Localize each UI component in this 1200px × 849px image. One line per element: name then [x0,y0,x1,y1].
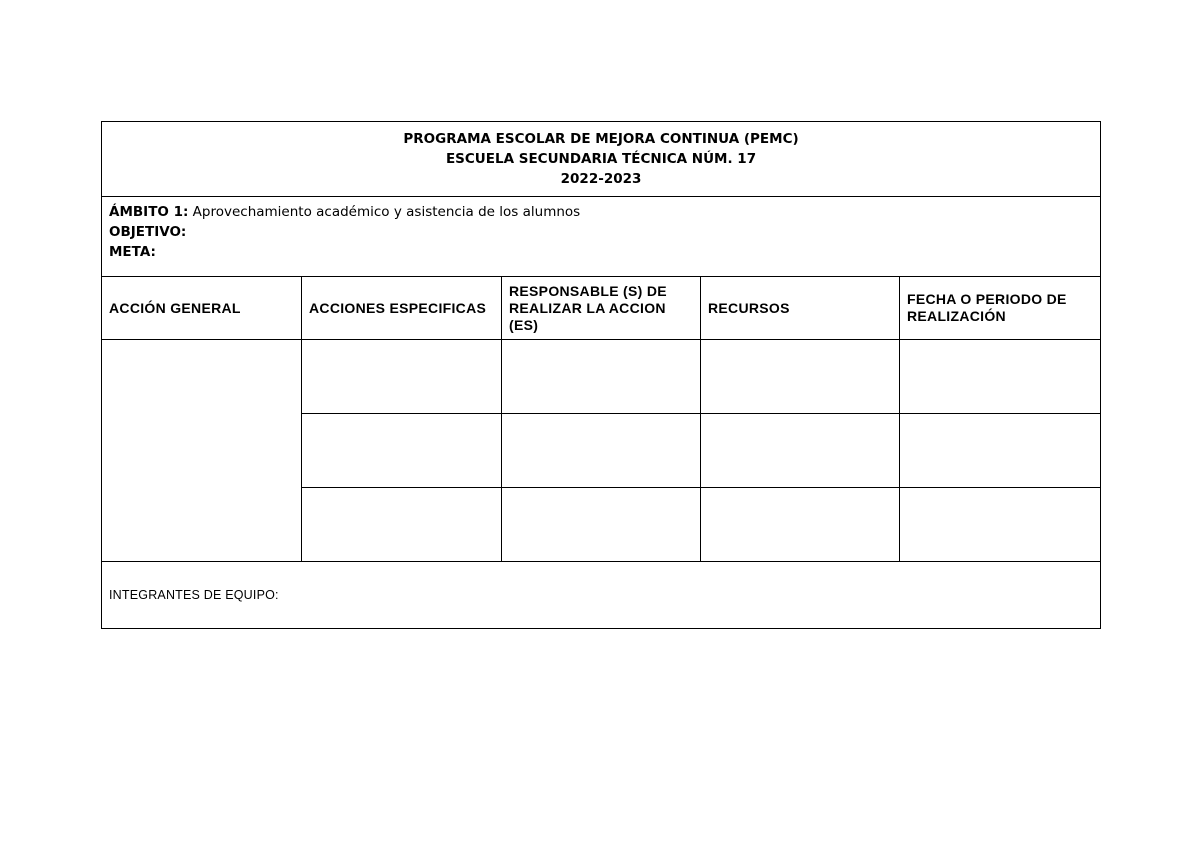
acciones-especificas-cell[interactable] [302,340,502,414]
header-row [102,277,1101,340]
recursos-cell[interactable] [701,340,900,414]
ambito-block [102,197,1101,277]
acciones-especificas-cell[interactable] [302,488,502,562]
objetivo-label: OBJETIVO: [109,224,187,240]
pemc-table [101,121,1101,629]
school-year: 2022-2023 [560,171,642,187]
recursos-cell[interactable] [701,488,900,562]
team-label: INTEGRANTES DE EQUIPO: [109,588,279,602]
meta-label: META: [109,244,156,260]
fecha-cell[interactable] [900,414,1101,488]
accion-general-cell[interactable] [102,340,302,562]
column-header-recursos: RECURSOS [701,277,900,340]
column-header-accion-general: ACCIÓN GENERAL [102,277,302,340]
team-members-cell [102,562,1101,629]
ambito-line [109,202,1093,222]
document-title-block [102,122,1101,197]
column-header-responsable: RESPONSABLE (S) DE REALIZAR LA ACCION (ES) [502,277,701,340]
ambito-label: ÁMBITO 1: [109,204,189,220]
program-title: PROGRAMA ESCOLAR DE MEJORA CONTINUA (PEMC) [403,131,799,147]
fecha-cell[interactable] [900,340,1101,414]
responsable-cell[interactable] [502,414,701,488]
acciones-especificas-cell[interactable] [302,414,502,488]
school-name: ESCUELA SECUNDARIA TÉCNICA NÚM. 17 [445,151,757,167]
responsable-cell[interactable] [502,340,701,414]
ambito-text: Aprovechamiento académico y asistencia de los alumnos [188,204,581,220]
recursos-cell[interactable] [701,414,900,488]
fecha-cell[interactable] [900,488,1101,562]
table-row [102,340,1101,414]
column-header-acciones-especificas: ACCIONES ESPECIFICAS [302,277,502,340]
column-header-fecha: FECHA O PERIODO DE REALIZACIÓN [900,277,1101,340]
responsable-cell[interactable] [502,488,701,562]
